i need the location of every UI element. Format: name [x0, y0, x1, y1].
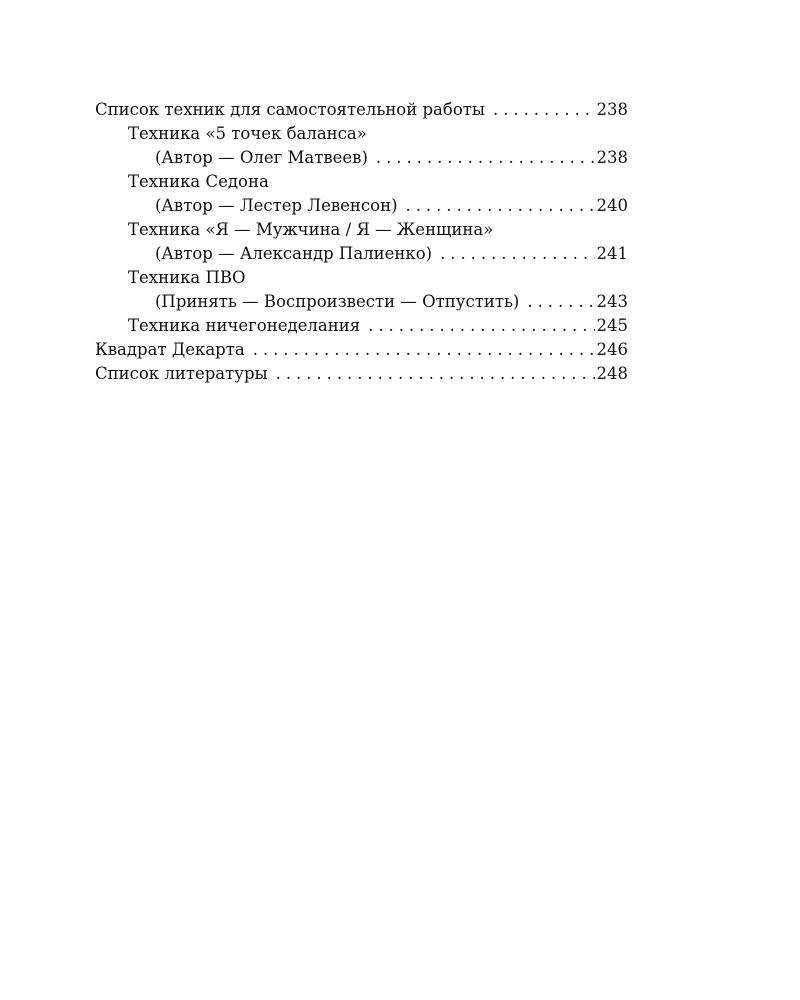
toc-entry-pvo-technique[interactable]: [95, 266, 628, 290]
toc-page-number: 248: [596, 364, 628, 383]
toc-entry-title: Список техник для самостоятельной работы: [95, 100, 486, 119]
toc-entry-accept-reproduce-release[interactable]: [95, 290, 628, 314]
dot-leader: [376, 146, 595, 170]
toc-entry-title: (Автор — Лестер Левенсон): [155, 196, 398, 215]
dot-leader: [253, 338, 595, 362]
dot-leader: [440, 242, 594, 266]
toc-entry-man-woman-technique[interactable]: [95, 218, 628, 242]
toc-page-number: 246: [596, 340, 628, 359]
dot-leader: [368, 314, 594, 338]
toc-entry-author-palienko[interactable]: [95, 242, 628, 266]
dot-leader: [527, 290, 594, 314]
toc-page-number: 241: [596, 244, 628, 263]
toc-entry-techniques-list[interactable]: [95, 98, 628, 122]
toc-page-number: 240: [596, 196, 628, 215]
dot-leader: [276, 362, 595, 386]
toc-page-number: 243: [596, 292, 628, 311]
toc-entry-title: (Автор — Александр Палиенко): [155, 244, 433, 263]
toc-entry-title: Техника ничегонеделания: [128, 316, 361, 335]
toc-page-number: 238: [596, 100, 628, 119]
toc-page-number: 245: [596, 316, 628, 335]
toc-entry-sedona-technique[interactable]: [95, 170, 628, 194]
toc-entry-author-levenson[interactable]: [95, 194, 628, 218]
toc-entry-title: Техника Седона: [128, 172, 269, 191]
toc-entry-5-points-technique[interactable]: [95, 122, 628, 146]
dot-leader: [406, 194, 595, 218]
toc-entry-title: (Принять — Воспроизвести — Отпустить): [155, 292, 520, 311]
toc-page-number: 238: [596, 148, 628, 167]
toc-entry-descartes-square[interactable]: [95, 338, 628, 362]
toc-entry-title: (Автор — Олег Матвеев): [155, 148, 368, 167]
table-of-contents: [95, 98, 628, 386]
toc-entry-bibliography[interactable]: [95, 362, 628, 386]
toc-entry-title: Техника «5 точек баланса»: [128, 124, 367, 143]
toc-entry-title: Квадрат Декарта: [95, 340, 245, 359]
dot-leader: [493, 98, 594, 122]
toc-entry-title: Техника ПВО: [128, 268, 246, 287]
toc-entry-title: Техника «Я — Мужчина / Я — Женщина»: [128, 220, 494, 239]
toc-entry-author-matveev[interactable]: [95, 146, 628, 170]
toc-entry-doing-nothing-technique[interactable]: [95, 314, 628, 338]
toc-entry-title: Список литературы: [95, 364, 268, 383]
